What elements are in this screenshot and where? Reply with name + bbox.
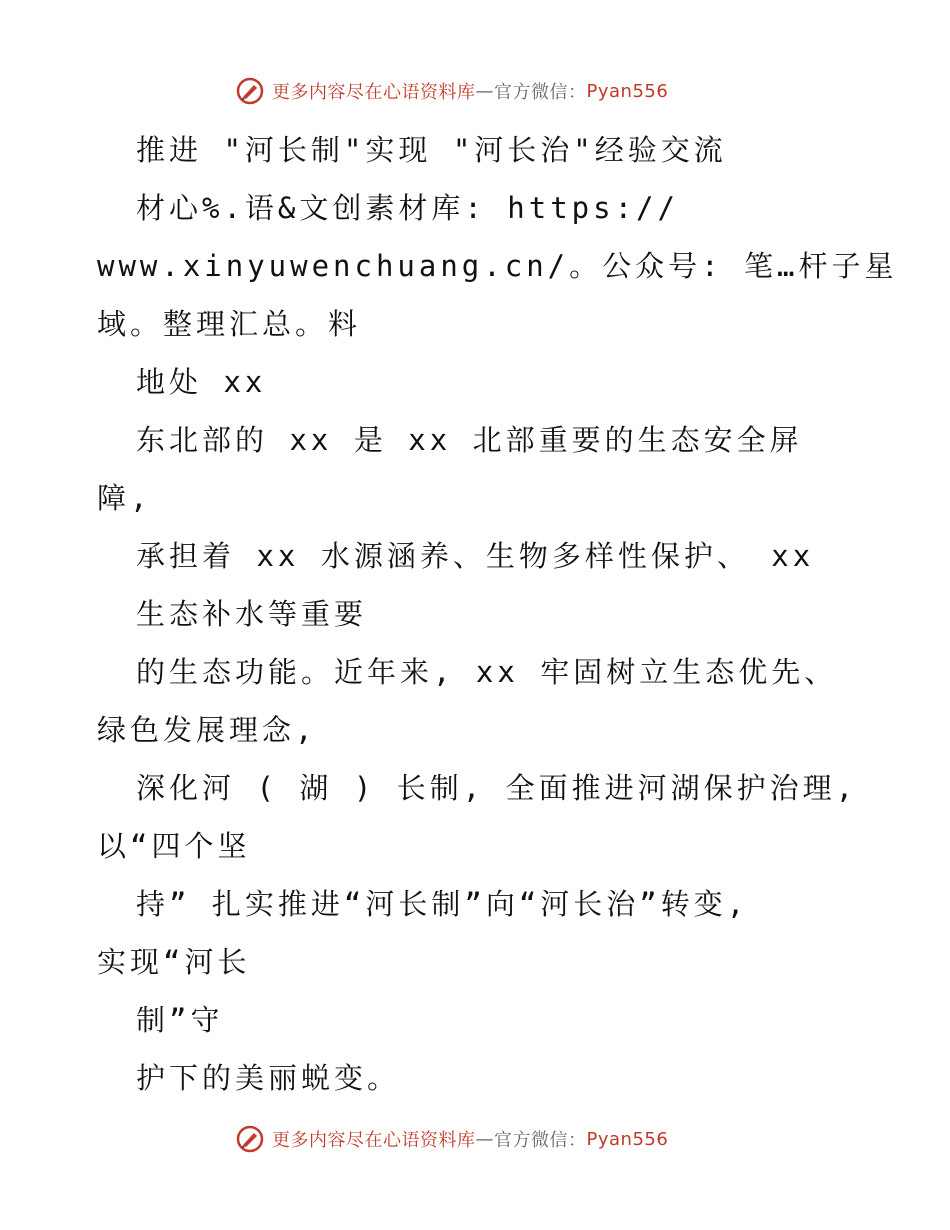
banner-wechat-label: 官方微信：	[494, 1130, 587, 1151]
header-watermark-banner	[236, 76, 668, 106]
text-line: 材心%.语&文创素材库: https://	[136, 191, 679, 225]
text-line: 承担着 xx 水源涵养、生物多样性保护、 xx	[136, 539, 815, 573]
text-line: 实现“河长	[97, 945, 251, 979]
text-line: 以“四个坚	[97, 829, 251, 863]
document-title: 推进 "河长制"实现 "河长治"经验交流	[136, 133, 727, 167]
pen-logo-icon	[236, 77, 264, 105]
text-line: www.xinyuwenchuang.cn/。公众号: 笔…杆子星	[97, 249, 898, 283]
banner-main-text: 更多内容尽在心语资料库	[272, 1130, 476, 1151]
banner-dash: —	[475, 80, 494, 102]
banner-main-text: 更多内容尽在心语资料库	[272, 82, 476, 103]
banner-wechat-label: 官方微信：	[494, 82, 587, 103]
text-line: 地处 xx	[136, 365, 267, 399]
text-line: 持” 扎实推进“河长制”向“河长治”转变,	[136, 887, 749, 921]
footer-watermark-banner	[236, 1124, 668, 1154]
text-line: 绿色发展理念,	[97, 713, 317, 747]
text-line: 的生态功能。近年来, xx 牢固树立生态优先、	[136, 655, 838, 689]
pen-logo-icon	[236, 1125, 264, 1153]
banner-wechat-id: Pyan556	[586, 80, 669, 102]
text-line: 深化河 ( 湖 ) 长制, 全面推进河湖保护治理,	[136, 771, 858, 805]
banner-wechat-id: Pyan556	[586, 1128, 669, 1150]
text-line: 护下的美丽蜕变。	[136, 1061, 401, 1095]
text-line: 生态补水等重要	[136, 597, 368, 631]
text-line: 制”守	[136, 1003, 224, 1037]
text-line: 域。整理汇总。料	[97, 307, 362, 341]
banner-dash: —	[475, 1128, 494, 1150]
text-line: 东北部的 xx 是 xx 北部重要的生态安全屏	[136, 423, 803, 457]
text-line: 障,	[97, 481, 152, 515]
